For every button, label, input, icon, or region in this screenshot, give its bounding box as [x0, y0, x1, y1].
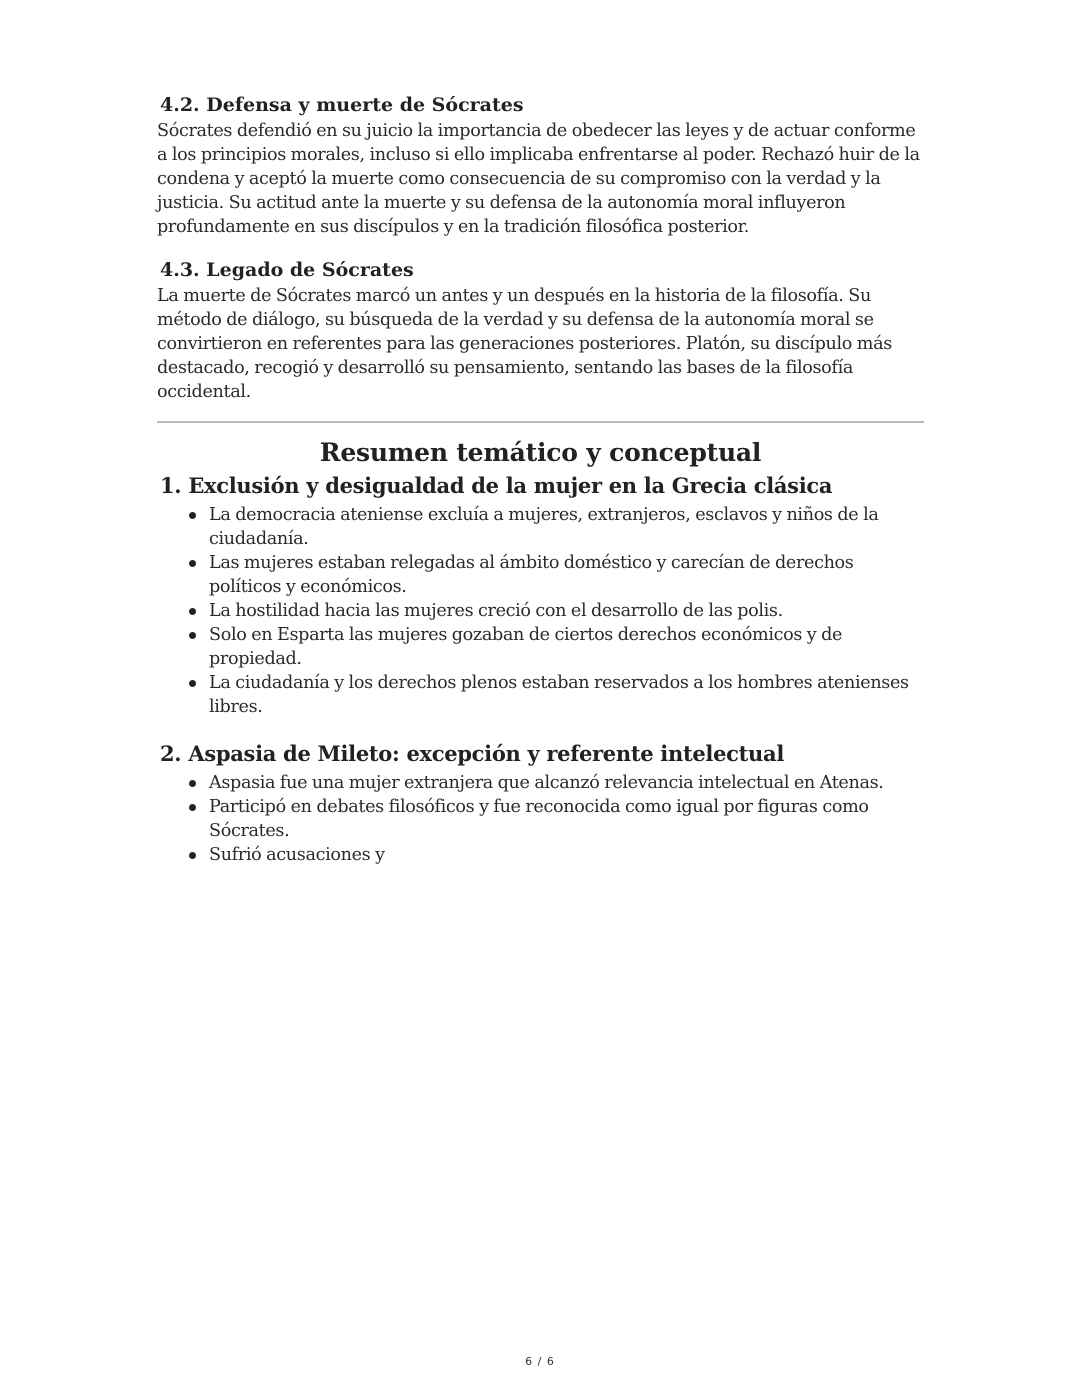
page-number: 6 / 6 [525, 1355, 555, 1368]
summary-title: Resumen temático y conceptual [319, 438, 762, 467]
list-item-text: La democracia ateniense excluía a mujeres, extranjeros, esclavos y niños de la ciudadanía. [209, 505, 879, 549]
document-page [157, 92, 924, 867]
bullet-icon [189, 608, 196, 615]
list-item [209, 599, 924, 623]
list-item [209, 671, 924, 719]
list-item [209, 771, 924, 795]
list-item-text: La hostilidad hacia las mujeres creció con el desarrollo de las polis. [209, 601, 783, 621]
list-item-text: Sufrió acusaciones y [209, 845, 385, 865]
summary-list-2 [157, 771, 924, 867]
list-item [209, 623, 924, 671]
section-paragraph-4-2: Sócrates defendió en su juicio la importancia de obedecer las leyes y de actuar conforme a los principios morales, incluso si ello implicaba enfrentarse al poder. Rechazó huir de la condena y aceptó la muerte como consecuencia de su compromiso con la verdad y la justicia. Su actitud ante la muerte y su defensa de la autonomía moral influyeron profundamente en sus discípulos y en la tradición filosófica posterior. [157, 121, 920, 237]
list-item-text: Las mujeres estaban relegadas al ámbito doméstico y carecían de derechos políticos y económicos. [209, 553, 854, 597]
bullet-icon [189, 780, 196, 787]
bullet-icon [189, 512, 196, 519]
list-item-text: Solo en Esparta las mujeres gozaban de ciertos derechos económicos y de propiedad. [209, 625, 843, 669]
list-item [209, 843, 924, 867]
list-item-text: Participó en debates filosóficos y fue reconocida como igual por figuras como Sócrates. [209, 797, 869, 841]
section-paragraph-4-3: La muerte de Sócrates marcó un antes y un después en la historia de la filosofía. Su método de diálogo, su búsqueda de la verdad y su defensa de la autonomía moral se convirtieron en referentes para las generaciones posteriores. Platón, su discípulo más destacado, recogió y desarrolló su pensamiento, sentando las bases de la filosofía occidental. [157, 286, 892, 402]
list-item-text: Aspasia fue una mujer extranjera que alcanzó relevancia intelectual en Atenas. [209, 773, 884, 793]
summary-list-1 [157, 503, 924, 719]
bullet-icon [189, 680, 196, 687]
list-item-text: La ciudadanía y los derechos plenos estaban reservados a los hombres atenienses libres. [209, 673, 909, 717]
list-item [209, 795, 924, 843]
bullet-icon [189, 804, 196, 811]
bullet-icon [189, 632, 196, 639]
list-item [209, 503, 924, 551]
horizontal-divider [157, 421, 924, 423]
summary-section-heading-1: 1. Exclusión y desigualdad de la mujer en la Grecia clásica [160, 473, 833, 498]
section-heading-4-2: 4.2. Defensa y muerte de Sócrates [160, 94, 524, 116]
list-item [209, 551, 924, 599]
bullet-icon [189, 560, 196, 567]
summary-section-heading-2: 2. Aspasia de Mileto: excepción y referente intelectual [160, 741, 784, 766]
section-heading-4-3: 4.3. Legado de Sócrates [160, 259, 414, 281]
bullet-icon [189, 852, 196, 859]
